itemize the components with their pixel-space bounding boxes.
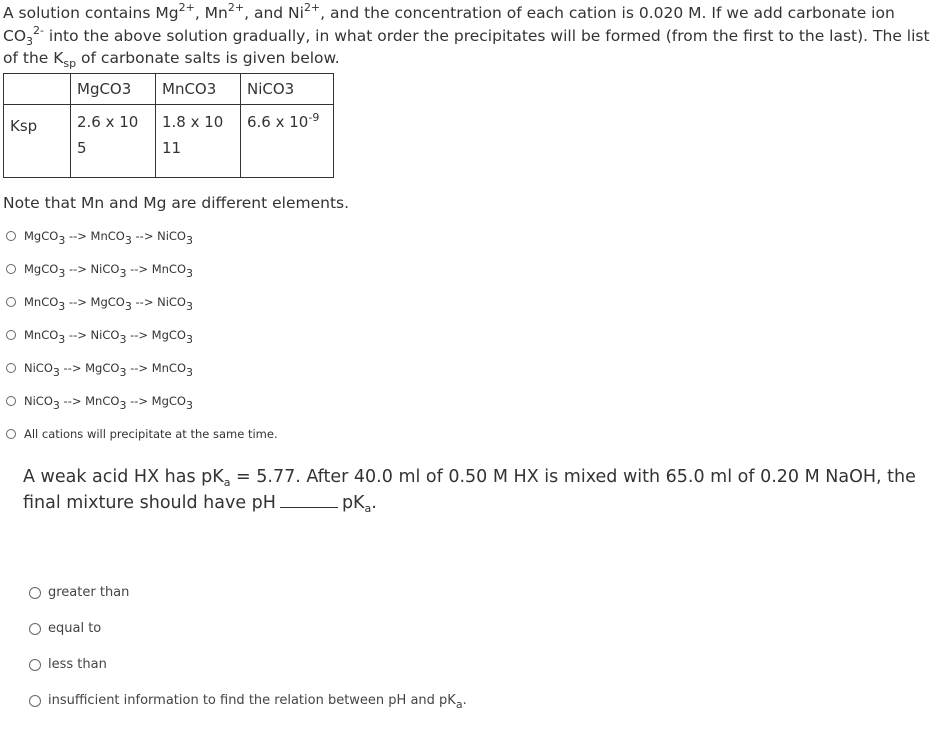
option2-less-than[interactable] <box>29 657 107 672</box>
ksp-header-mgco3 <box>71 74 156 105</box>
ksp-row-label: Ksp <box>4 105 71 178</box>
option-label: MgCO$_3$ --> MnCO$_3$ --> NiCO$_3$ <box>24 229 193 247</box>
option-label: less than <box>48 657 107 672</box>
option2-greater-than[interactable] <box>29 585 129 600</box>
option-label: NiCO$_3$ --> MnCO$_3$ --> MgCO$_3$ <box>24 394 193 412</box>
option-label: insufficient information to find the relation between pH and $pK_a$. <box>48 693 467 711</box>
option-label: greater than <box>48 585 130 600</box>
option-label: MgCO$_3$ --> NiCO$_3$ --> MnCO$_3$ <box>24 262 193 280</box>
ksp-table <box>3 73 334 178</box>
radio-button[interactable] <box>6 429 16 439</box>
ksp-value-nico3: 6.6 x $10^{-9}$ <box>241 105 334 178</box>
ksp-header-mgco3-label: MgCO3 <box>77 80 132 98</box>
note-text: Note that Mn and Mg are different elements. <box>3 194 350 212</box>
answer-blank <box>280 491 338 508</box>
radio-button[interactable] <box>29 659 41 671</box>
radio-button[interactable] <box>6 363 16 373</box>
ksp-value-mnco3: 1.8 x 10 11 <box>156 105 241 178</box>
option1-mn-mg-ni[interactable] <box>6 295 193 313</box>
option2-insufficient-info[interactable] <box>29 693 467 711</box>
option1-ni-mn-mg[interactable] <box>6 394 193 412</box>
question2-text: A weak acid HX has $pK_a = 5.77$. After 40.0 ml of 0.50 M HX is mixed with 65.0 ml of 0.20 M NaOH, the final mixture should have pH $pK_a$. <box>23 467 916 515</box>
option1-mg-ni-mn[interactable] <box>6 262 193 280</box>
ksp-table-corner <box>4 74 71 105</box>
radio-button[interactable] <box>6 264 16 274</box>
option-label: MnCO$_3$ --> NiCO$_3$ --> MgCO$_3$ <box>24 328 193 346</box>
option1-ni-mg-mn[interactable] <box>6 361 193 379</box>
ksp-header-nico3 <box>241 74 334 105</box>
option1-mg-mn-ni[interactable] <box>6 229 193 247</box>
ksp-header-mnco3-label: MnCO3 <box>162 80 217 98</box>
question1-text: A solution contains $Mg^{2+}$, $Mn^{2+}$, and $Ni^{2+}$, and the concentration of each cation is 0.020 M. If we add carbonate ion $CO_3^{2-}$ into the above solution gradually, in what order the precipitates will be formed (from the first to the last). The list of the $K_{sp}$ of carbonate salts is given below. <box>3 1 930 70</box>
option1-mn-ni-mg[interactable] <box>6 328 193 346</box>
ksp-table-header-row <box>4 74 334 105</box>
option-label: NiCO$_3$ --> MgCO$_3$ --> MnCO$_3$ <box>24 361 193 379</box>
radio-button[interactable] <box>29 695 41 707</box>
option-label: MnCO$_3$ --> MgCO$_3$ --> NiCO$_3$ <box>24 295 193 313</box>
ksp-header-mnco3 <box>156 74 241 105</box>
radio-button[interactable] <box>6 396 16 406</box>
radio-button[interactable] <box>6 297 16 307</box>
ksp-table-row <box>4 105 334 178</box>
ksp-value-mgco3: 2.6 x 10 5 <box>71 105 156 178</box>
radio-button[interactable] <box>6 231 16 241</box>
option1-same-time[interactable] <box>6 427 278 441</box>
option-label: equal to <box>48 621 102 636</box>
option-label: All cations will precipitate at the same time. <box>24 427 278 441</box>
radio-button[interactable] <box>6 330 16 340</box>
ksp-header-nico3-label: NiCO3 <box>247 80 295 98</box>
option2-equal-to[interactable] <box>29 621 101 636</box>
radio-button[interactable] <box>29 623 41 635</box>
radio-button[interactable] <box>29 587 41 599</box>
